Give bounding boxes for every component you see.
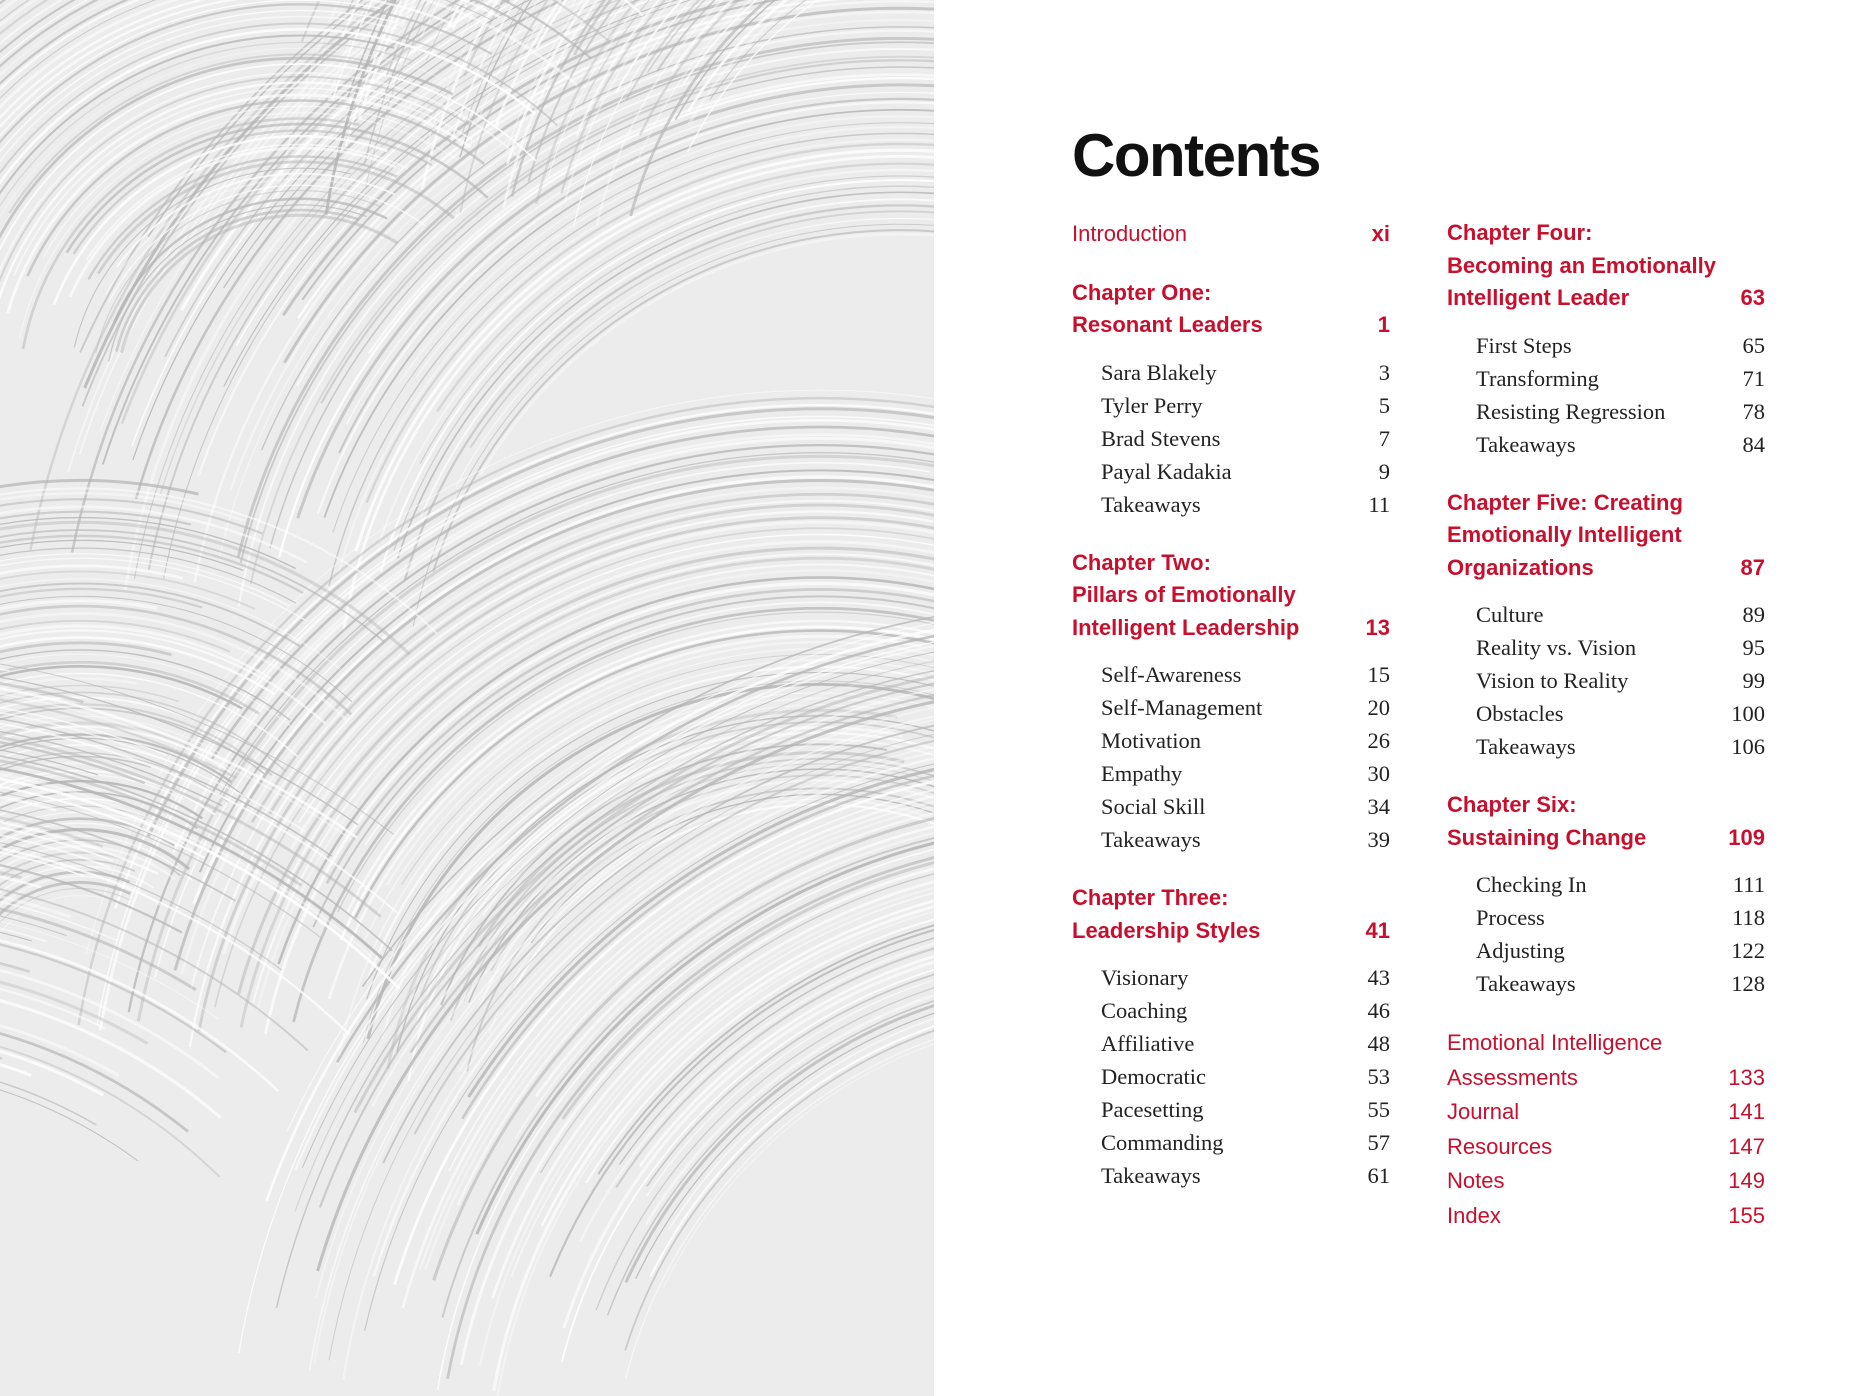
section-list <box>1447 329 1765 461</box>
entry-title: Checking In <box>1476 872 1587 897</box>
entry-page-number: 46 <box>1367 998 1390 1023</box>
section-list <box>1447 868 1765 1000</box>
brushstroke-arc <box>0 820 111 1341</box>
section-list <box>1447 598 1765 763</box>
chapter-page-number: 109 <box>1728 824 1765 850</box>
entry-page-number: 9 <box>1378 458 1390 484</box>
brushstroke-arc <box>0 904 219 1307</box>
toc-entry <box>1072 1093 1390 1126</box>
entry-title: Self-Management <box>1101 695 1263 720</box>
toc-section <box>1447 487 1765 764</box>
entry-title: Takeaways <box>1476 971 1576 996</box>
entry-title: Transforming <box>1476 365 1599 391</box>
toc-entry <box>1072 488 1390 521</box>
brushstroke-arc <box>0 1012 188 1277</box>
toc-entry <box>1447 395 1765 428</box>
toc-entry <box>1072 790 1390 823</box>
toc-entry <box>1447 598 1765 631</box>
toc-entry <box>1072 1159 1390 1192</box>
entry-page-number: 55 <box>1367 1097 1390 1122</box>
backmatter-page-number: 155 <box>1728 1202 1765 1228</box>
entry-title: Visionary <box>1101 965 1189 990</box>
toc-entry <box>1447 362 1765 395</box>
entry-page-number: 100 <box>1731 701 1765 726</box>
entry-title: Vision to Reality <box>1476 668 1629 693</box>
toc-entry <box>1072 823 1390 856</box>
entry-page-number: 3 <box>1378 359 1390 385</box>
entry-title: Payal Kadakia <box>1101 458 1232 484</box>
chapter-title: Chapter Six: Sustaining Change <box>1447 792 1647 850</box>
entry-title: Process <box>1476 905 1545 930</box>
brushstroke-arc <box>0 872 308 1296</box>
brushstroke-arc <box>0 832 349 1345</box>
entry-page-number: 65 <box>1742 332 1765 358</box>
entry-title: Brad Stevens <box>1101 425 1221 451</box>
entry-title: Tyler Perry <box>1101 392 1203 418</box>
entry-page-number: 39 <box>1367 827 1390 852</box>
entry-title: Takeaways <box>1101 491 1201 517</box>
toc-entry <box>1447 868 1765 901</box>
toc-entry <box>1447 967 1765 1000</box>
toc-entry <box>1447 730 1765 763</box>
backmatter-entry <box>1447 1026 1765 1095</box>
backmatter-page-number: 141 <box>1728 1099 1765 1124</box>
entry-page-number: 71 <box>1742 365 1765 391</box>
brushstroke-arc <box>480 866 934 1366</box>
toc-entry <box>1072 658 1390 691</box>
toc-entry <box>1447 664 1765 697</box>
brushstroke-arc <box>0 1025 220 1292</box>
brushstroke-arc <box>0 728 145 1312</box>
entry-page-number: 61 <box>1367 1163 1390 1188</box>
backmatter-page-number: 149 <box>1728 1168 1765 1193</box>
entry-page-number: 34 <box>1367 794 1390 819</box>
entry-title: Commanding <box>1101 1130 1224 1155</box>
entry-title: Empathy <box>1101 761 1183 786</box>
entry-title: Culture <box>1476 602 1544 627</box>
toc-entry <box>1072 1126 1390 1159</box>
entry-title: Takeaways <box>1101 1163 1201 1188</box>
entry-title: Reality vs. Vision <box>1476 635 1637 660</box>
chapter-page-number: 41 <box>1365 917 1390 943</box>
entry-page-number: 122 <box>1731 938 1765 963</box>
backmatter-title: Index <box>1447 1202 1501 1228</box>
brushstroke-arc <box>0 1059 96 1381</box>
entry-title: Takeaways <box>1476 734 1576 759</box>
toc-entry <box>1072 724 1390 757</box>
backmatter-title: Notes <box>1447 1168 1505 1193</box>
brushstroke-arc <box>0 802 103 1396</box>
chapter-title: Chapter Two: Pillars of Emotionally Intelligent Leadership <box>1072 549 1300 640</box>
entry-page-number: 89 <box>1742 602 1765 627</box>
toc-entry <box>1447 428 1765 461</box>
toc-entry <box>1447 934 1765 967</box>
toc-entry <box>1072 757 1390 790</box>
entry-page-number: 57 <box>1367 1130 1390 1155</box>
entry-page-number: 11 <box>1368 491 1390 517</box>
toc-right-chapters <box>1447 217 1765 1000</box>
entry-page-number: 15 <box>1367 662 1390 687</box>
entry-page-number: 5 <box>1378 392 1390 418</box>
brushstroke-arc <box>133 0 934 460</box>
toc-entry <box>1447 697 1765 730</box>
entry-title: Motivation <box>1101 728 1201 753</box>
section-list <box>1072 961 1390 1192</box>
section-list <box>1072 658 1390 856</box>
entry-page-number: 7 <box>1378 425 1390 451</box>
entry-title: Resisting Regression <box>1476 398 1666 424</box>
toc-entry <box>1072 455 1390 488</box>
entry-page-number: 111 <box>1732 872 1765 897</box>
backmatter-title: Journal <box>1447 1099 1520 1124</box>
brushstroke-arc <box>470 211 934 447</box>
brushstroke-arc <box>0 1005 119 1273</box>
toc-section <box>1072 218 1390 251</box>
entry-page-number: 30 <box>1367 761 1390 786</box>
toc-entry <box>1447 329 1765 362</box>
brushstroke-arc <box>0 892 196 1334</box>
toc-column-right <box>1447 217 1765 1233</box>
entry-title: Pacesetting <box>1101 1097 1204 1122</box>
toc-entry <box>1447 901 1765 934</box>
toc-entry <box>1447 631 1765 664</box>
toc-section <box>1447 789 1765 1000</box>
entry-page-number: 20 <box>1367 695 1390 720</box>
page-title: Contents <box>1072 122 1320 189</box>
entry-page-number: 106 <box>1731 734 1765 759</box>
chapter-title: Chapter Five: Creating Emotionally Intelligent Organizations <box>1447 489 1683 580</box>
brushstroke-arc <box>0 885 117 1352</box>
chapter-title: Chapter Three: Leadership Styles <box>1072 885 1261 943</box>
entry-title: Democratic <box>1101 1064 1206 1089</box>
toc-entry <box>1072 691 1390 724</box>
entry-title: Takeaways <box>1476 431 1576 457</box>
entry-title: Adjusting <box>1476 938 1565 963</box>
entry-page-number: 53 <box>1367 1064 1390 1089</box>
entry-page-number: 99 <box>1742 668 1765 693</box>
toc-entry <box>1072 961 1390 994</box>
chapter-page-number: 1 <box>1377 312 1390 337</box>
entry-page-number: 84 <box>1742 431 1765 457</box>
chapter-heading <box>1447 487 1765 585</box>
entry-page-number: 128 <box>1731 971 1765 996</box>
entry-title: Obstacles <box>1476 701 1564 726</box>
chapter-title: Chapter One: Resonant Leaders <box>1072 279 1263 337</box>
toc-section <box>1072 277 1390 521</box>
chapter-page-number: 87 <box>1740 554 1765 580</box>
brushstroke-arc <box>0 1042 31 1328</box>
brushstroke-arc <box>0 1036 2 1338</box>
brushstroke-arc <box>0 944 30 1298</box>
chapter-heading <box>1447 217 1765 315</box>
entry-page-number: 48 <box>1367 1031 1390 1056</box>
toc-entry <box>1072 422 1390 455</box>
toc-backmatter <box>1447 1026 1765 1233</box>
entry-page-number: 95 <box>1742 635 1765 660</box>
chapter-heading <box>1072 547 1390 645</box>
toc-entry <box>1072 1060 1390 1093</box>
chapter-title: Introduction <box>1072 221 1187 246</box>
toc-section <box>1072 547 1390 857</box>
chapter-heading <box>1072 882 1390 947</box>
toc-entry <box>1072 356 1390 389</box>
entry-title: First Steps <box>1476 332 1572 358</box>
entry-page-number: 26 <box>1367 728 1390 753</box>
toc-section <box>1447 217 1765 461</box>
brushstroke-arc <box>0 1066 138 1396</box>
toc-section <box>1072 882 1390 1192</box>
toc-entry <box>1072 389 1390 422</box>
entry-title: Sara Blakely <box>1101 359 1217 385</box>
backmatter-entry <box>1447 1130 1765 1165</box>
backmatter-page-number: 133 <box>1728 1064 1765 1090</box>
brushstroke-arc <box>318 102 934 513</box>
brushstroke-arc <box>625 1002 934 1350</box>
chapter-heading <box>1072 277 1390 342</box>
chapter-heading <box>1447 789 1765 854</box>
brushstroke-arc <box>0 860 41 1389</box>
toc-entry <box>1072 1027 1390 1060</box>
entry-title: Self-Awareness <box>1101 662 1242 687</box>
backmatter-entry <box>1447 1199 1765 1234</box>
backmatter-title: Emotional Intelligence Assessments <box>1447 1030 1663 1090</box>
chapter-page-number: 63 <box>1740 285 1765 310</box>
chapter-heading <box>1072 218 1390 251</box>
entry-page-number: 43 <box>1367 965 1390 990</box>
entry-title: Coaching <box>1101 998 1188 1023</box>
backmatter-title: Resources <box>1447 1133 1553 1159</box>
backmatter-entry <box>1447 1095 1765 1130</box>
entry-title: Social Skill <box>1101 794 1206 819</box>
entry-page-number: 78 <box>1742 398 1765 424</box>
entry-title: Affiliative <box>1101 1031 1195 1056</box>
chapter-page-number: 13 <box>1365 614 1390 640</box>
backmatter-entry <box>1447 1164 1765 1199</box>
brushstroke-arc <box>398 192 934 558</box>
section-list <box>1072 356 1390 521</box>
entry-title: Takeaways <box>1101 827 1201 852</box>
entry-page-number: 118 <box>1732 905 1765 930</box>
toc-entry <box>1072 994 1390 1027</box>
backmatter-page-number: 147 <box>1728 1133 1765 1159</box>
chapter-page-number: xi <box>1371 221 1390 246</box>
toc-column-left <box>1072 218 1390 1218</box>
chapter-title: Chapter Four: Becoming an Emotionally Intelligent Leader <box>1447 220 1716 310</box>
